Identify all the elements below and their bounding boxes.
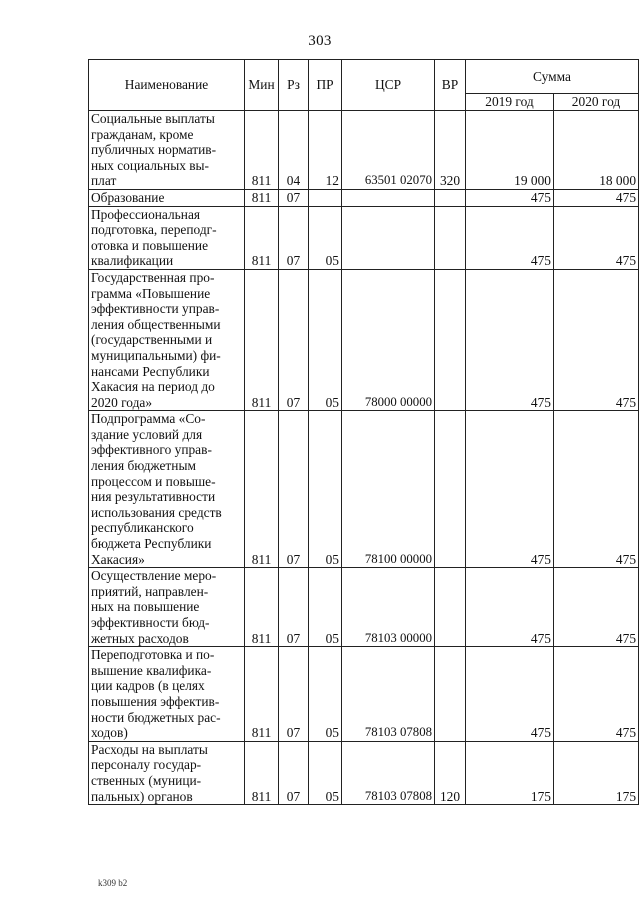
- cell-sum-2019: 475: [466, 269, 554, 410]
- cell-sum-2019: 475: [466, 411, 554, 568]
- cell-min: 811: [245, 411, 279, 568]
- cell-pr: 05: [309, 411, 342, 568]
- cell-rz: 07: [279, 189, 309, 206]
- cell-name: [89, 111, 245, 190]
- table-row: [89, 568, 639, 647]
- cell-vr: [435, 568, 466, 647]
- cell-name: [89, 269, 245, 410]
- table-row: [89, 111, 639, 190]
- cell-pr: 12: [309, 111, 342, 190]
- cell-csr: 78103 00000: [342, 568, 435, 647]
- cell-csr: [342, 189, 435, 206]
- cell-pr: 05: [309, 269, 342, 410]
- cell-min: 811: [245, 269, 279, 410]
- cell-csr: 78103 07808: [342, 741, 435, 804]
- header-pr: ПР: [309, 60, 342, 111]
- cell-vr: [435, 189, 466, 206]
- cell-min: 811: [245, 111, 279, 190]
- cell-name: [89, 189, 245, 206]
- cell-rz: 07: [279, 206, 309, 269]
- header-name: Наименование: [89, 60, 245, 111]
- cell-name: [89, 647, 245, 742]
- cell-sum-2020: 475: [554, 411, 639, 568]
- cell-min: 811: [245, 206, 279, 269]
- header-sum: Сумма: [466, 60, 639, 94]
- cell-csr: 78100 00000: [342, 411, 435, 568]
- header-year-2019: 2019 год: [466, 93, 554, 110]
- cell-rz: 07: [279, 568, 309, 647]
- row-name-text: Подпрограмма «Со- здание условий для эффективного управ- ления бюджетным процессом и повыше- ния результативности использования средств республиканского бюджета Республики Хакасия»: [91, 411, 222, 567]
- cell-sum-2019: 19 000: [466, 111, 554, 190]
- table-row: [89, 206, 639, 269]
- header-rz: Рз: [279, 60, 309, 111]
- cell-sum-2019: 475: [466, 189, 554, 206]
- cell-sum-2020: 175: [554, 741, 639, 804]
- cell-pr: 05: [309, 568, 342, 647]
- row-name-text: Расходы на выплаты персоналу государ- ственных (муници- пальных) органов: [91, 741, 208, 804]
- cell-vr: [435, 269, 466, 410]
- cell-vr: [435, 647, 466, 742]
- cell-csr: [342, 206, 435, 269]
- cell-min: 811: [245, 741, 279, 804]
- cell-name: [89, 206, 245, 269]
- header-vr: ВР: [435, 60, 466, 111]
- footer-code: k309 b2: [98, 878, 128, 888]
- row-name-text: Осуществление меро- приятий, направлен- ных на повышение эффективности бюд- жетных расходов: [91, 568, 217, 646]
- cell-min: 811: [245, 647, 279, 742]
- cell-rz: 07: [279, 647, 309, 742]
- header-min: Мин: [245, 60, 279, 111]
- cell-name: [89, 741, 245, 804]
- page-number: 303: [308, 33, 332, 49]
- cell-sum-2020: 475: [554, 568, 639, 647]
- cell-sum-2019: 475: [466, 206, 554, 269]
- cell-vr: 320: [435, 111, 466, 190]
- row-name-text: Государственная про- грамма «Повышение эффективности управ- ления общественными (государственными и муниципальными) фи- нансами Республики Хакасия на период до 2020 года»: [91, 269, 221, 410]
- table-header: [89, 60, 639, 111]
- cell-sum-2019: 475: [466, 568, 554, 647]
- cell-csr: 63501 02070: [342, 111, 435, 190]
- cell-sum-2019: 475: [466, 647, 554, 742]
- cell-rz: 07: [279, 269, 309, 410]
- cell-pr: 05: [309, 741, 342, 804]
- table-row: [89, 411, 639, 568]
- cell-csr: 78000 00000: [342, 269, 435, 410]
- cell-csr: 78103 07808: [342, 647, 435, 742]
- cell-vr: 120: [435, 741, 466, 804]
- table-row: [89, 189, 639, 206]
- cell-min: 811: [245, 568, 279, 647]
- cell-sum-2020: 475: [554, 647, 639, 742]
- row-name-text: Социальные выплаты гражданам, кроме публичных норматив- ных социальных вы- плат: [91, 111, 217, 189]
- table-row: [89, 269, 639, 410]
- cell-rz: 07: [279, 741, 309, 804]
- budget-table: [88, 59, 639, 805]
- header-year-2020: 2020 год: [554, 93, 639, 110]
- cell-min: 811: [245, 189, 279, 206]
- cell-pr: [309, 189, 342, 206]
- cell-name: [89, 568, 245, 647]
- cell-vr: [435, 206, 466, 269]
- row-name-text: Профессиональная подготовка, переподг- отовка и повышение квалификации: [91, 206, 217, 269]
- header-csr: ЦСР: [342, 60, 435, 111]
- cell-sum-2020: 475: [554, 189, 639, 206]
- cell-vr: [435, 411, 466, 568]
- cell-sum-2020: 18 000: [554, 111, 639, 190]
- cell-pr: 05: [309, 647, 342, 742]
- cell-rz: 07: [279, 411, 309, 568]
- row-name-text: Образование: [91, 189, 165, 205]
- cell-sum-2020: 475: [554, 269, 639, 410]
- row-name-text: Переподготовка и по- вышение квалифика- ции кадров (в целях повышения эффектив- ности бюджетных рас- ходов): [91, 647, 221, 741]
- cell-name: [89, 411, 245, 568]
- table-body: [89, 111, 639, 805]
- cell-pr: 05: [309, 206, 342, 269]
- cell-rz: 04: [279, 111, 309, 190]
- cell-sum-2020: 475: [554, 206, 639, 269]
- table-row: [89, 741, 639, 804]
- cell-sum-2019: 175: [466, 741, 554, 804]
- table-row: [89, 647, 639, 742]
